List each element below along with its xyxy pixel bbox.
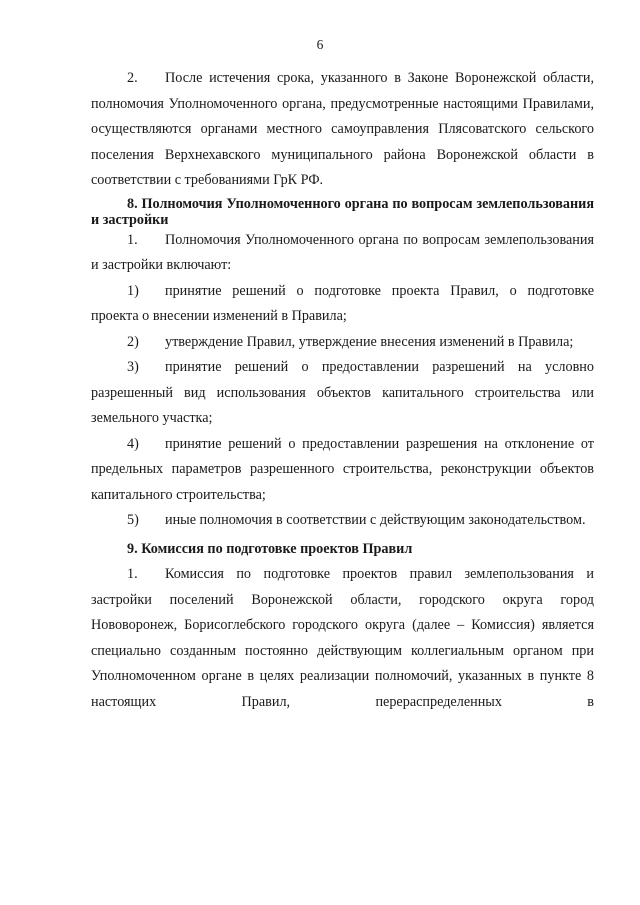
paragraph-text: Полномочия Уполномоченного органа по вопросам землепользования и застройки включают:	[91, 231, 594, 273]
list-item-text: принятие решений о подготовке проекта Правил, о подготовке проекта о внесении изменений в Правила;	[91, 282, 594, 324]
item-marker: 4)	[127, 435, 139, 452]
paragraph-8-1	[91, 228, 594, 279]
item-marker: 3)	[127, 359, 139, 375]
document-body	[91, 66, 594, 715]
item-marker: 5)	[127, 512, 139, 528]
list-item-8-1-3	[91, 355, 594, 432]
paragraph-text: Комиссия по подготовке проектов правил землепользования и застройки поселений Воронежской области, городского округа город Нововоронеж, Борисоглебского городского округа (далее – Комиссия) является специально созданным постоянно действующим коллегиальным органом при Уполномоченном органе в целях реализации полномочий, указанных в пункте 8 настоящих Правил, перераспределенных в	[91, 566, 594, 710]
list-item-8-1-5	[91, 508, 594, 534]
section-heading-8: 8. Полномочия Уполномоченного органа по вопросам землепользования и застройки	[91, 195, 594, 228]
section-heading-9: 9. Комиссия по подготовке проектов Правил	[127, 540, 413, 557]
item-marker: 1.	[127, 231, 138, 248]
item-marker: 2)	[127, 333, 139, 350]
paragraph-text: После истечения срока, указанного в Законе Воронежской области, полномочия Уполномоченного органа, предусмотренные настоящими Правилами, осуществляются органами местного самоуправления Плясоватского сельского поселения Верхнехавского муниципального района Воронежской области в соответствии с требованиями ГрК РФ.	[91, 70, 594, 188]
list-item-8-1-2	[91, 330, 594, 356]
paragraph-7-2	[91, 66, 594, 194]
list-item-8-1-4	[91, 432, 594, 509]
item-marker: 2.	[127, 70, 138, 86]
list-item-8-1-1	[91, 279, 594, 330]
page-number: 6	[316, 37, 324, 52]
list-item-text: принятие решений о предоставлении разрешений на условно разрешенный вид использования объектов капитального строительства или земельного участка;	[91, 359, 594, 426]
list-item-text: утверждение Правил, утверждение внесения изменений в Правила;	[165, 333, 574, 350]
list-item-text: иные полномочия в соответствии с действующим законодательством.	[165, 512, 586, 528]
item-marker: 1.	[127, 566, 138, 582]
list-item-text: принятие решений о предоставлении разрешения на отклонение от предельных параметров разрешенного строительства, реконструкции объектов капитального строительства;	[91, 435, 594, 503]
paragraph-9-1	[91, 562, 594, 715]
item-marker: 1)	[127, 282, 139, 299]
